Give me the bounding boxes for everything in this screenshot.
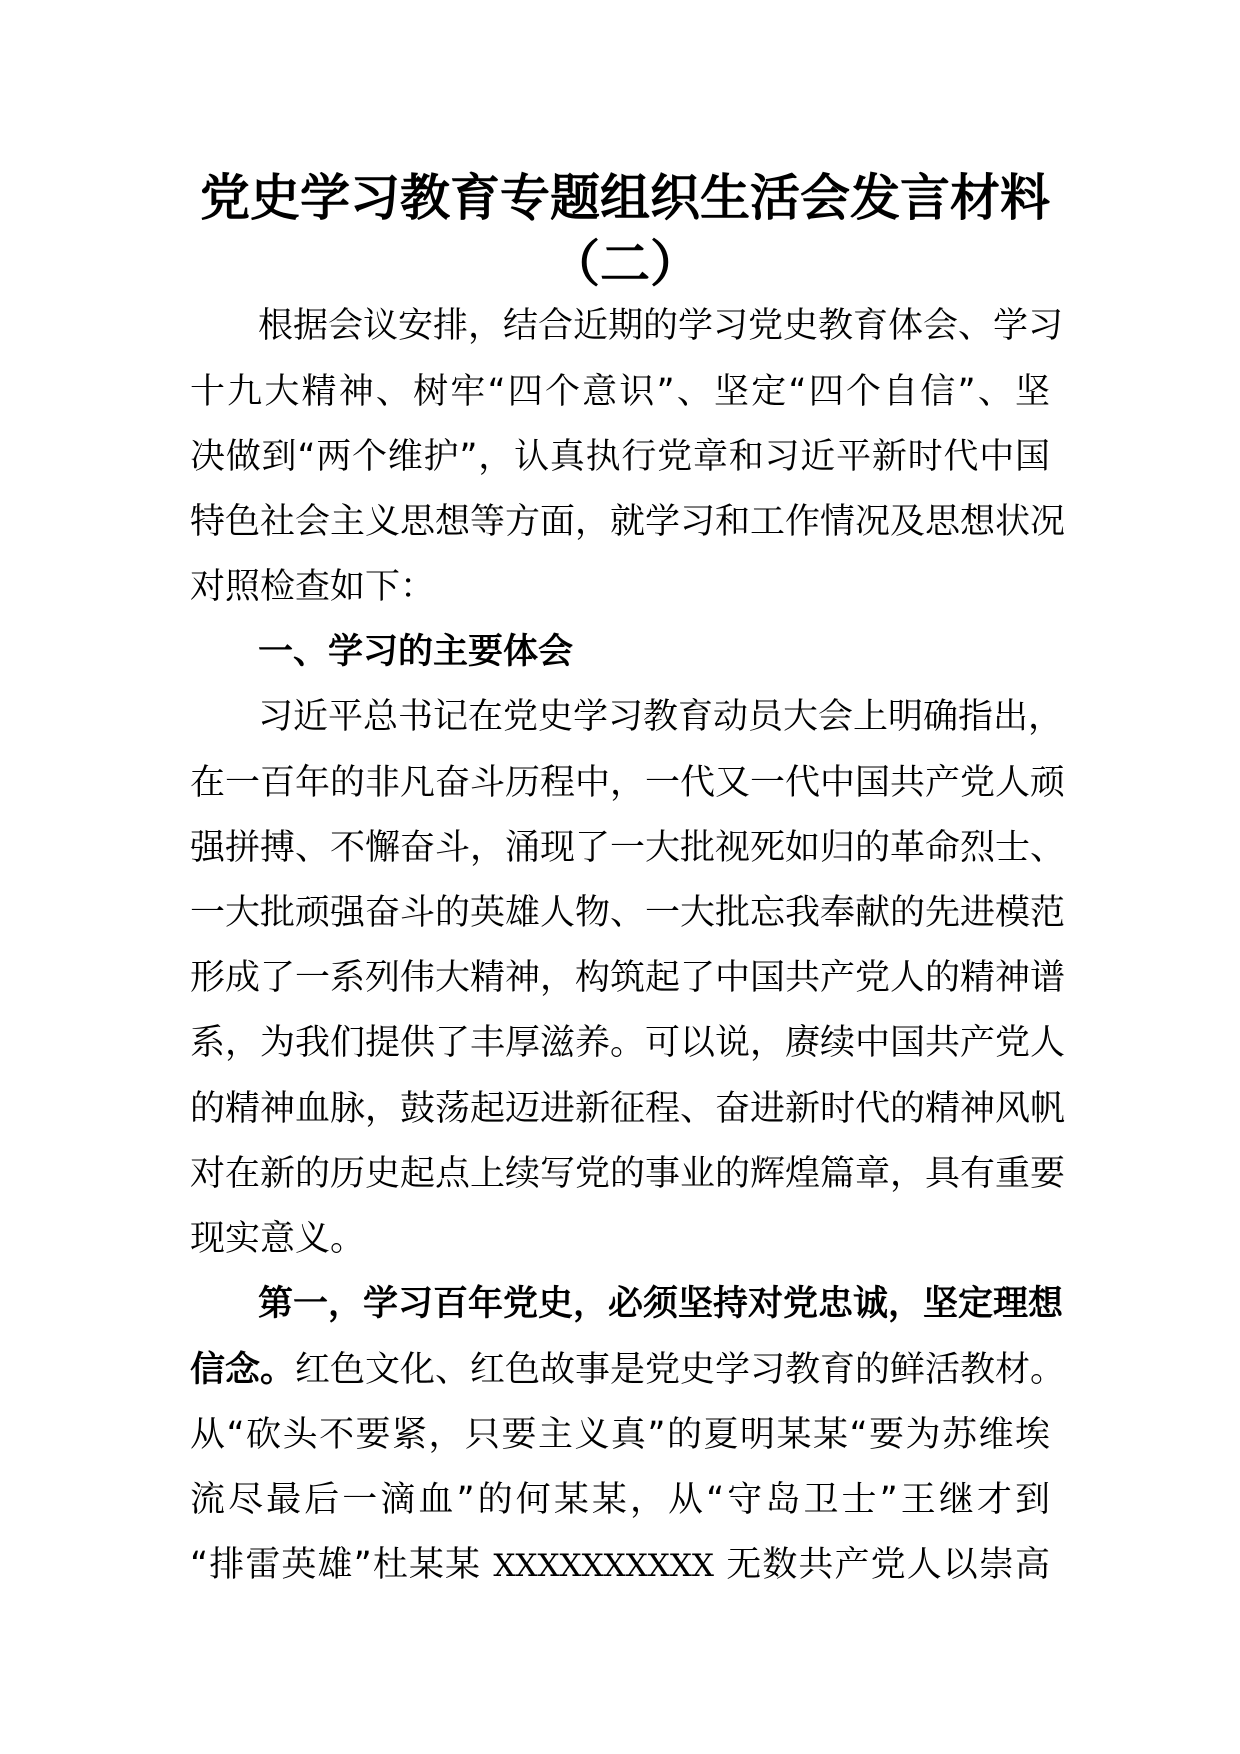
paragraph-line: 从“砍头不要紧，只要主义真”的夏明某某“要为苏维埃	[190, 1415, 1050, 1455]
paragraph-line: 对在新的历史起点上续写党的事业的辉煌篇章，具有重要	[190, 1154, 1066, 1194]
paragraph-text: 无数共产党人以崇高	[726, 1545, 1050, 1585]
paragraph-line: 决做到“两个维护”，认真执行党章和习近平新时代中国	[190, 437, 1050, 477]
paragraph-line: 根据会议安排，结合近期的学习党史教育体会、学习	[258, 306, 1064, 346]
paragraph-line: 现实意义。	[190, 1219, 366, 1259]
paragraph-text: “排雷英雄”杜某某	[190, 1545, 482, 1585]
point-heading-end: 信念。	[190, 1350, 296, 1390]
paragraph-line: 在一百年的非凡奋斗历程中，一代又一代中国共产党人顽	[190, 763, 1066, 803]
section-heading: 一、学习的主要体会	[258, 632, 574, 672]
paragraph-line: 十九大精神、树牢“四个意识”、坚定“四个自信”、坚	[190, 372, 1050, 412]
paragraph-line: 形成了一系列伟大精神，构筑起了中国共产党人的精神谱	[190, 958, 1066, 998]
document-title-suffix: （二）	[550, 235, 700, 293]
paragraph-line: 系，为我们提供了丰厚滋养。可以说，赓续中国共产党人	[190, 1023, 1066, 1063]
paragraph-line: 流尽最后一滴血”的何某某，从“守岛卫士”王继才到	[190, 1480, 1050, 1520]
paragraph-line	[190, 1348, 1066, 1392]
paragraph-text: 红色文化、红色故事是党史学习教育的鲜活教材。	[295, 1350, 1066, 1390]
paragraph-line: 的精神血脉，鼓荡起迈进新征程、奋进新时代的精神风帆	[190, 1089, 1066, 1129]
paragraph-line: 强拼搏、不懈奋斗，涌现了一大批视死如归的革命烈士、	[190, 828, 1066, 868]
document-title: 党史学习教育专题组织生活会发言材料	[200, 169, 1050, 227]
paragraph-line: 特色社会主义思想等方面，就学习和工作情况及思想状况	[190, 502, 1066, 542]
point-heading: 第一，学习百年党史，必须坚持对党忠诚，坚定理想	[258, 1284, 1064, 1324]
paragraph-line: 一大批顽强奋斗的英雄人物、一大批忘我奉献的先进模范	[190, 893, 1066, 933]
paragraph-line	[190, 1543, 1050, 1588]
redacted-text: XXXXXXXXXX	[493, 1548, 715, 1584]
paragraph-line: 对照检查如下：	[190, 567, 436, 607]
paragraph-line: 习近平总书记在党史学习教育动员大会上明确指出，	[258, 697, 1064, 737]
